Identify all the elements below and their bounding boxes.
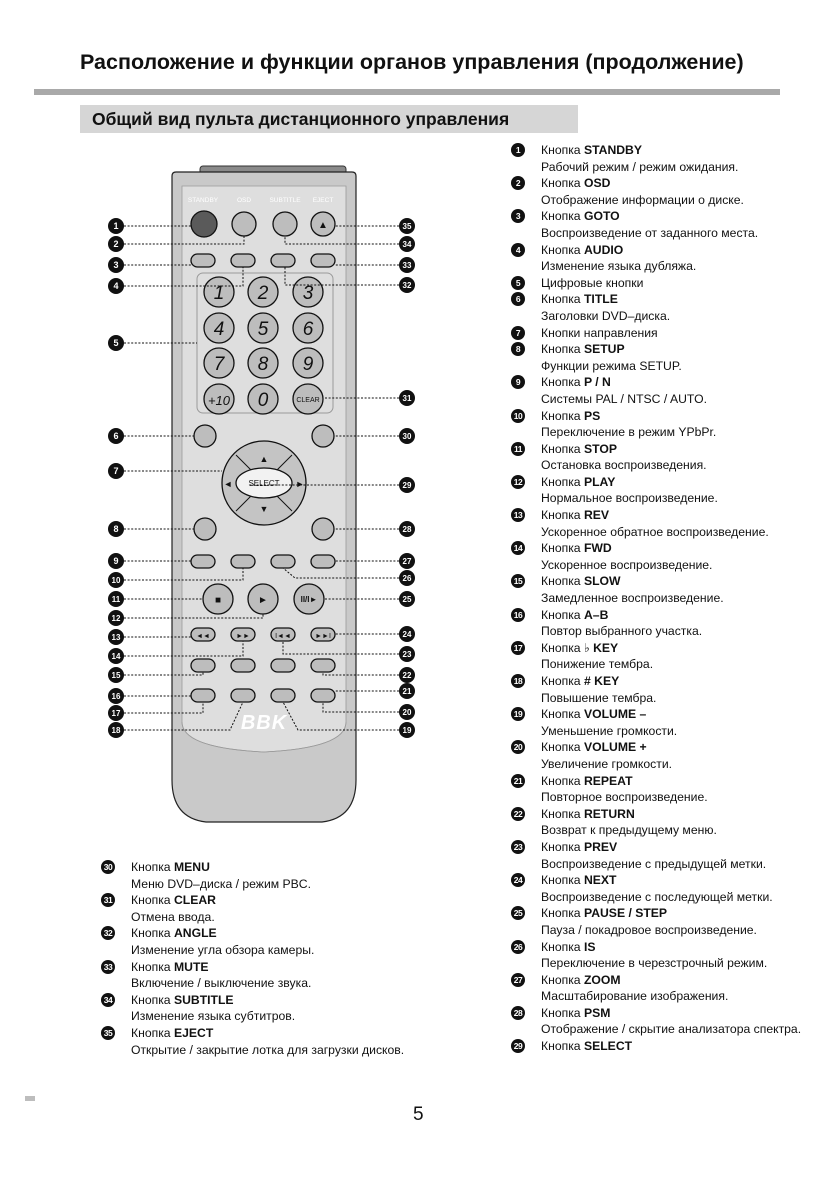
function-prefix: Кнопка: [541, 176, 584, 191]
digit-label: 9: [302, 354, 314, 375]
function-list-right: [513, 142, 802, 1055]
function-description: Уменьшение громкости.: [541, 723, 678, 738]
function-number-badge: 17: [511, 641, 525, 655]
function-entry: [513, 673, 801, 706]
digit-label: 1: [213, 283, 225, 304]
function-description: Функции режима SETUP.: [541, 358, 682, 373]
function-number-badge: 14: [511, 541, 525, 555]
function-entry: [514, 441, 801, 474]
function-description: Замедленное воспроизведение.: [541, 591, 724, 606]
prev-icon: I◄◄: [275, 633, 291, 640]
is-button: [271, 555, 295, 568]
function-description: Нормальное воспроизведение.: [541, 491, 718, 506]
function-button-name: CLEAR: [173, 893, 216, 908]
function-button-name: TITLE: [583, 292, 618, 307]
callout-number: 27: [402, 557, 412, 566]
repeat-button: [311, 659, 335, 672]
function-prefix: Кнопка: [541, 972, 584, 987]
function-button-name: RETURN: [583, 806, 635, 821]
volume-plus-button: [311, 689, 335, 702]
function-entry: [103, 1025, 405, 1058]
select-label: SELECT: [248, 479, 280, 488]
title-button: [194, 425, 216, 447]
function-description: Ускоренное воспроизведение.: [541, 557, 713, 572]
function-number-badge: 5: [511, 276, 525, 290]
function-button-name: MENU: [173, 860, 210, 874]
function-button-name: SLOW: [583, 574, 621, 589]
function-heading: [513, 706, 801, 723]
function-description: Воспроизведение с последующей метки.: [541, 889, 773, 904]
function-heading: [513, 972, 801, 989]
function-button-name: ANGLE: [173, 926, 217, 941]
function-description: Повторное воспроизведение.: [541, 790, 708, 805]
function-number-badge: 6: [511, 292, 525, 306]
function-heading: [515, 175, 801, 192]
callout-number: 16: [111, 692, 121, 701]
digit-label: 4: [213, 319, 225, 340]
goto-button: [191, 254, 215, 267]
function-number-badge: 20: [511, 740, 525, 754]
function-description: Понижение тембра.: [541, 657, 654, 672]
pn-button: [191, 555, 215, 568]
callout-number: 6: [113, 431, 119, 441]
callout-number: 2: [113, 239, 119, 249]
callout-number: 32: [402, 281, 412, 290]
function-prefix: Кнопка: [541, 707, 584, 722]
subtitle-label: SUBTITLE: [269, 197, 301, 204]
up-arrow-icon: ▲: [259, 454, 269, 464]
psm-button: [312, 518, 334, 540]
function-heading: [513, 1038, 801, 1055]
callout-number: 21: [402, 687, 412, 696]
function-number-badge: 3: [511, 209, 525, 223]
digit-label: 2: [257, 283, 269, 304]
rev-icon: ◄◄: [196, 633, 210, 640]
callout-number: 30: [402, 432, 412, 441]
function-entry: [513, 474, 801, 507]
function-entry: [515, 142, 801, 175]
corner-mark: [25, 1096, 35, 1101]
digit-label: 6: [302, 319, 314, 340]
callout-number: 25: [402, 595, 412, 604]
function-prefix: Кнопки направления: [541, 325, 658, 340]
function-number-badge: 2: [511, 176, 525, 190]
callout-number: 12: [111, 614, 121, 623]
function-prefix: Кнопка: [541, 740, 584, 755]
right-arrow-icon: ►: [295, 479, 305, 489]
digit-label: 3: [302, 283, 314, 304]
function-heading: [515, 208, 801, 225]
function-button-name: REV: [583, 508, 610, 523]
function-description: Изменение языка субтитров.: [131, 1009, 296, 1024]
function-description: Возврат к предыдущему меню.: [541, 823, 717, 838]
function-prefix: Кнопка: [541, 939, 584, 954]
standby-button: [191, 211, 217, 237]
callout-number: 26: [402, 574, 412, 583]
function-entry: [513, 1005, 802, 1038]
function-number-badge: 18: [511, 674, 525, 688]
callout-number: 22: [402, 671, 412, 680]
function-entry: [515, 291, 801, 324]
function-prefix: Кнопка: [541, 474, 584, 489]
callout-number: 33: [402, 261, 412, 270]
sharp-key-button: [231, 689, 255, 702]
function-prefix: Кнопка: [131, 926, 174, 941]
function-button-name: VOLUME +: [583, 740, 647, 755]
function-entry: [515, 374, 801, 407]
function-prefix: Кнопка: [541, 607, 584, 622]
function-button-name: IS: [583, 939, 596, 954]
function-entry: [513, 507, 801, 540]
callout-number: 5: [113, 338, 119, 348]
digit-label: 0: [257, 390, 269, 411]
function-prefix: Кнопка: [541, 806, 584, 821]
function-description: Изменение угла обзора камеры.: [131, 942, 315, 957]
function-entry: [513, 939, 801, 972]
function-prefix: Кнопка: [541, 873, 584, 888]
function-heading: [513, 640, 801, 657]
function-heading: [513, 872, 801, 889]
function-entry: [513, 540, 801, 573]
callout-number: 35: [402, 222, 412, 231]
function-number-badge: 22: [511, 807, 525, 821]
fwd-icon: ►►: [236, 633, 250, 640]
function-button-name: OSD: [583, 176, 611, 191]
function-heading: [514, 441, 801, 458]
function-description: Повтор выбранного участка.: [541, 624, 703, 639]
eject-icon: ▲: [318, 220, 328, 231]
function-number-badge: 16: [511, 608, 525, 622]
function-prefix: Кнопка: [541, 906, 584, 921]
function-number-badge: 9: [511, 375, 525, 389]
function-heading: [515, 142, 801, 159]
callout-number: 18: [111, 726, 121, 735]
function-heading: [515, 374, 801, 391]
callout-number: 28: [402, 525, 412, 534]
section-title: Общий вид пульта дистанционного управления: [80, 105, 578, 133]
function-button-name: SETUP: [583, 342, 625, 357]
function-number-badge: 31: [101, 893, 115, 907]
function-button-name: PREV: [583, 839, 618, 854]
function-heading: [103, 892, 404, 909]
function-heading: [513, 474, 801, 491]
function-button-name: PAUSE / STEP: [583, 906, 668, 921]
function-entry: [513, 905, 801, 938]
function-number-badge: 25: [511, 906, 525, 920]
function-description: Пауза / покадровое воспроизведение.: [541, 922, 757, 937]
function-number-badge: 8: [511, 342, 525, 356]
function-prefix: Кнопка: [131, 893, 174, 908]
function-entry: [513, 706, 801, 739]
function-entry: [515, 242, 801, 275]
ab-button: [231, 659, 255, 672]
function-description: Открытие / закрытие лотка для загрузки дисков.: [131, 1042, 405, 1057]
function-heading: [515, 275, 801, 292]
eject-label: EJECT: [312, 197, 334, 204]
function-heading: [103, 859, 404, 876]
function-button-name: AUDIO: [583, 242, 624, 257]
function-number-badge: 26: [511, 940, 525, 954]
function-entry: [515, 275, 801, 292]
function-heading: [103, 992, 404, 1009]
function-heading: [513, 507, 801, 524]
function-number-badge: 1: [511, 143, 525, 157]
function-description: Рабочий режим / режим ожидания.: [541, 159, 739, 174]
function-entry: [103, 992, 404, 1025]
function-prefix: Кнопка: [541, 640, 584, 655]
callout-number: 24: [402, 630, 412, 639]
function-number-badge: 29: [511, 1039, 525, 1053]
callout-number: 14: [111, 652, 121, 661]
callout-number: 1: [113, 221, 119, 231]
callout-number: 9: [113, 556, 119, 566]
function-prefix: Кнопка: [541, 1005, 584, 1020]
function-button-name: P / N: [583, 375, 611, 390]
function-description: Ускоренное обратное воспроизведение.: [541, 524, 769, 539]
function-number-badge: 15: [511, 574, 525, 588]
zoom-button: [311, 555, 335, 568]
function-number-badge: 32: [101, 926, 115, 940]
function-heading: [515, 341, 801, 358]
function-number-badge: 10: [511, 409, 525, 423]
function-button-name: GOTO: [583, 209, 620, 224]
callout-number: 13: [111, 633, 121, 642]
function-heading: [103, 1025, 404, 1042]
function-description: Воспроизведение с предыдущей метки.: [541, 856, 767, 871]
function-entry: [515, 175, 801, 208]
callout-number: 31: [402, 394, 412, 403]
function-heading: [513, 607, 801, 624]
function-description: Системы PAL / NTSC / AUTO.: [541, 391, 707, 406]
function-prefix: Кнопка: [541, 674, 584, 688]
function-number-badge: 33: [101, 960, 115, 974]
digit-label: 8: [257, 354, 269, 375]
function-entry: [103, 859, 404, 892]
callout-number: 4: [113, 281, 119, 291]
function-entry: [513, 640, 801, 673]
function-description: Отображение информации о диске.: [541, 192, 744, 207]
angle-button: [271, 254, 295, 267]
function-description: Масштабирование изображения.: [541, 989, 729, 1004]
function-entry: [103, 892, 404, 925]
function-number-badge: 13: [511, 508, 525, 522]
function-number-badge: 34: [101, 993, 115, 1007]
page-title: Расположение и функции органов управления (продолжение): [80, 50, 744, 74]
standby-label: STANDBY: [187, 197, 219, 204]
function-entry: [513, 739, 801, 772]
function-description: Воспроизведение от заданного места.: [541, 225, 759, 240]
function-prefix: Кнопка: [541, 292, 584, 307]
function-description: Остановка воспроизведения.: [541, 458, 707, 473]
function-entry: [513, 839, 801, 872]
callout-number: 15: [111, 671, 121, 680]
function-number-badge: 7: [511, 326, 525, 340]
function-entry: [515, 208, 801, 241]
function-number-badge: 23: [511, 840, 525, 854]
function-description: Переключение в черезстрочный режим.: [541, 956, 768, 971]
function-prefix: Кнопка: [541, 143, 584, 157]
function-button-name: ZOOM: [583, 972, 621, 987]
callout-number: 17: [111, 709, 121, 718]
osd-button: [232, 212, 256, 236]
page-number: 5: [413, 1104, 424, 1125]
clear-label: CLEAR: [296, 397, 320, 404]
function-button-name: REPEAT: [583, 773, 633, 788]
function-button-name: SUBTITLE: [173, 992, 234, 1007]
callout-number: 10: [111, 576, 121, 585]
function-button-name: PLAY: [583, 474, 616, 489]
function-prefix: Кнопка: [131, 1025, 174, 1040]
callout-number: 29: [402, 481, 412, 490]
menu-button: [312, 425, 334, 447]
slow-button: [191, 659, 215, 672]
function-heading: [103, 925, 404, 942]
function-prefix: Кнопка: [131, 959, 174, 974]
function-description: Меню DVD–диска / режим PBC.: [131, 876, 311, 891]
next-icon: ►►I: [315, 633, 331, 640]
digit-label: +10: [207, 393, 231, 408]
function-heading: [513, 1005, 801, 1022]
down-arrow-icon: ▼: [259, 504, 269, 514]
brand-logo: BBK: [240, 712, 288, 734]
function-heading: [513, 673, 801, 690]
function-entry: [513, 573, 801, 606]
volume-minus-button: [271, 689, 295, 702]
function-heading: [513, 573, 801, 590]
callout-number: 23: [402, 650, 412, 659]
function-description: Повышение тембра.: [541, 690, 657, 705]
function-button-name: FWD: [583, 541, 612, 556]
callout-number: 8: [113, 524, 119, 534]
function-number-badge: 4: [511, 243, 525, 257]
function-prefix: Кнопка: [541, 1039, 584, 1054]
return-button: [271, 659, 295, 672]
function-number-badge: 12: [511, 475, 525, 489]
function-prefix: Кнопка: [541, 839, 584, 854]
callout-number: 20: [402, 708, 412, 717]
function-heading: [515, 325, 801, 342]
function-prefix: Кнопка: [541, 541, 584, 556]
function-list-left: [103, 859, 405, 1058]
stop-icon: ■: [214, 595, 222, 606]
function-entry: [513, 1038, 801, 1055]
pause-step-icon: II/I►: [300, 595, 318, 604]
function-heading: [513, 408, 801, 425]
function-prefix: Кнопка: [541, 342, 584, 357]
function-number-badge: 35: [101, 1026, 115, 1040]
function-entry: [513, 972, 801, 1005]
subtitle-button: [273, 212, 297, 236]
play-icon: ►: [258, 595, 268, 606]
function-description: Включение / выключение звука.: [131, 976, 312, 991]
function-heading: [513, 806, 801, 823]
function-entry: [513, 872, 801, 905]
function-heading: [513, 939, 801, 956]
function-prefix: Цифровые кнопки: [541, 275, 644, 290]
function-number-badge: 28: [511, 1006, 525, 1020]
function-prefix: Кнопка: [541, 242, 584, 257]
function-button-name: NEXT: [583, 873, 617, 888]
function-prefix: Кнопка: [541, 375, 584, 390]
function-entry: [513, 773, 801, 806]
function-entry: [515, 325, 801, 342]
ps-button: [231, 555, 255, 568]
function-prefix: Кнопка: [541, 209, 584, 224]
function-entry: [513, 408, 801, 441]
function-button-name: EJECT: [173, 1025, 214, 1040]
function-entry: [515, 341, 801, 374]
function-button-name: VOLUME –: [583, 707, 647, 722]
function-prefix: Кнопка: [131, 992, 174, 1007]
setup-button: [194, 518, 216, 540]
function-heading: [513, 839, 801, 856]
audio-button: [231, 254, 255, 267]
function-prefix: Кнопка: [541, 408, 584, 423]
function-heading: [513, 739, 801, 756]
function-button-name: ♭ KEY: [583, 640, 619, 655]
function-number-badge: 27: [511, 973, 525, 987]
left-arrow-icon: ◄: [223, 479, 233, 489]
flat-key-button: [191, 689, 215, 702]
digit-label: 5: [257, 319, 269, 340]
function-button-name: PS: [583, 408, 601, 423]
function-number-badge: 24: [511, 873, 525, 887]
function-prefix: Кнопка: [541, 773, 584, 788]
function-number-badge: 19: [511, 707, 525, 721]
function-description: Изменение языка дубляжа.: [541, 259, 697, 274]
function-description: Отмена ввода.: [131, 909, 215, 924]
callout-number: 19: [402, 726, 412, 735]
function-number-badge: 11: [511, 442, 525, 456]
function-entry: [103, 959, 404, 992]
function-heading: [515, 242, 801, 259]
function-heading: [513, 905, 801, 922]
function-button-name: SELECT: [583, 1039, 633, 1054]
function-entry: [513, 806, 801, 839]
callout-number: 7: [113, 466, 119, 476]
function-entry: [513, 607, 801, 640]
function-heading: [513, 540, 801, 557]
function-entry: [103, 925, 404, 958]
mute-button: [311, 254, 335, 267]
callout-number: 3: [113, 260, 119, 270]
function-heading: [515, 291, 801, 308]
callout-number: 34: [402, 240, 412, 249]
digit-label: 7: [213, 354, 225, 375]
function-prefix: Кнопка: [541, 441, 584, 456]
function-button-name: STANDBY: [583, 143, 642, 157]
function-button-name: PSM: [583, 1005, 611, 1020]
callout-number: 11: [111, 595, 121, 604]
function-prefix: Кнопка: [541, 508, 584, 523]
function-prefix: Кнопка: [131, 860, 174, 874]
function-description: Переключение в режим YPbPr.: [541, 425, 717, 440]
function-heading: [103, 959, 404, 976]
function-heading: [513, 773, 801, 790]
function-button-name: MUTE: [173, 959, 209, 974]
function-description: Отображение / скрытие анализатора спектра.: [541, 1022, 802, 1037]
function-description: Увеличение громкости.: [541, 756, 673, 771]
function-button-name: A–B: [583, 607, 609, 622]
osd-label: OSD: [236, 197, 252, 204]
function-button-name: # KEY: [583, 674, 620, 688]
function-button-name: STOP: [583, 441, 617, 456]
function-number-badge: 30: [101, 860, 115, 874]
function-prefix: Кнопка: [541, 574, 584, 589]
function-description: Заголовки DVD–диска.: [541, 308, 671, 323]
function-number-badge: 21: [511, 774, 525, 788]
